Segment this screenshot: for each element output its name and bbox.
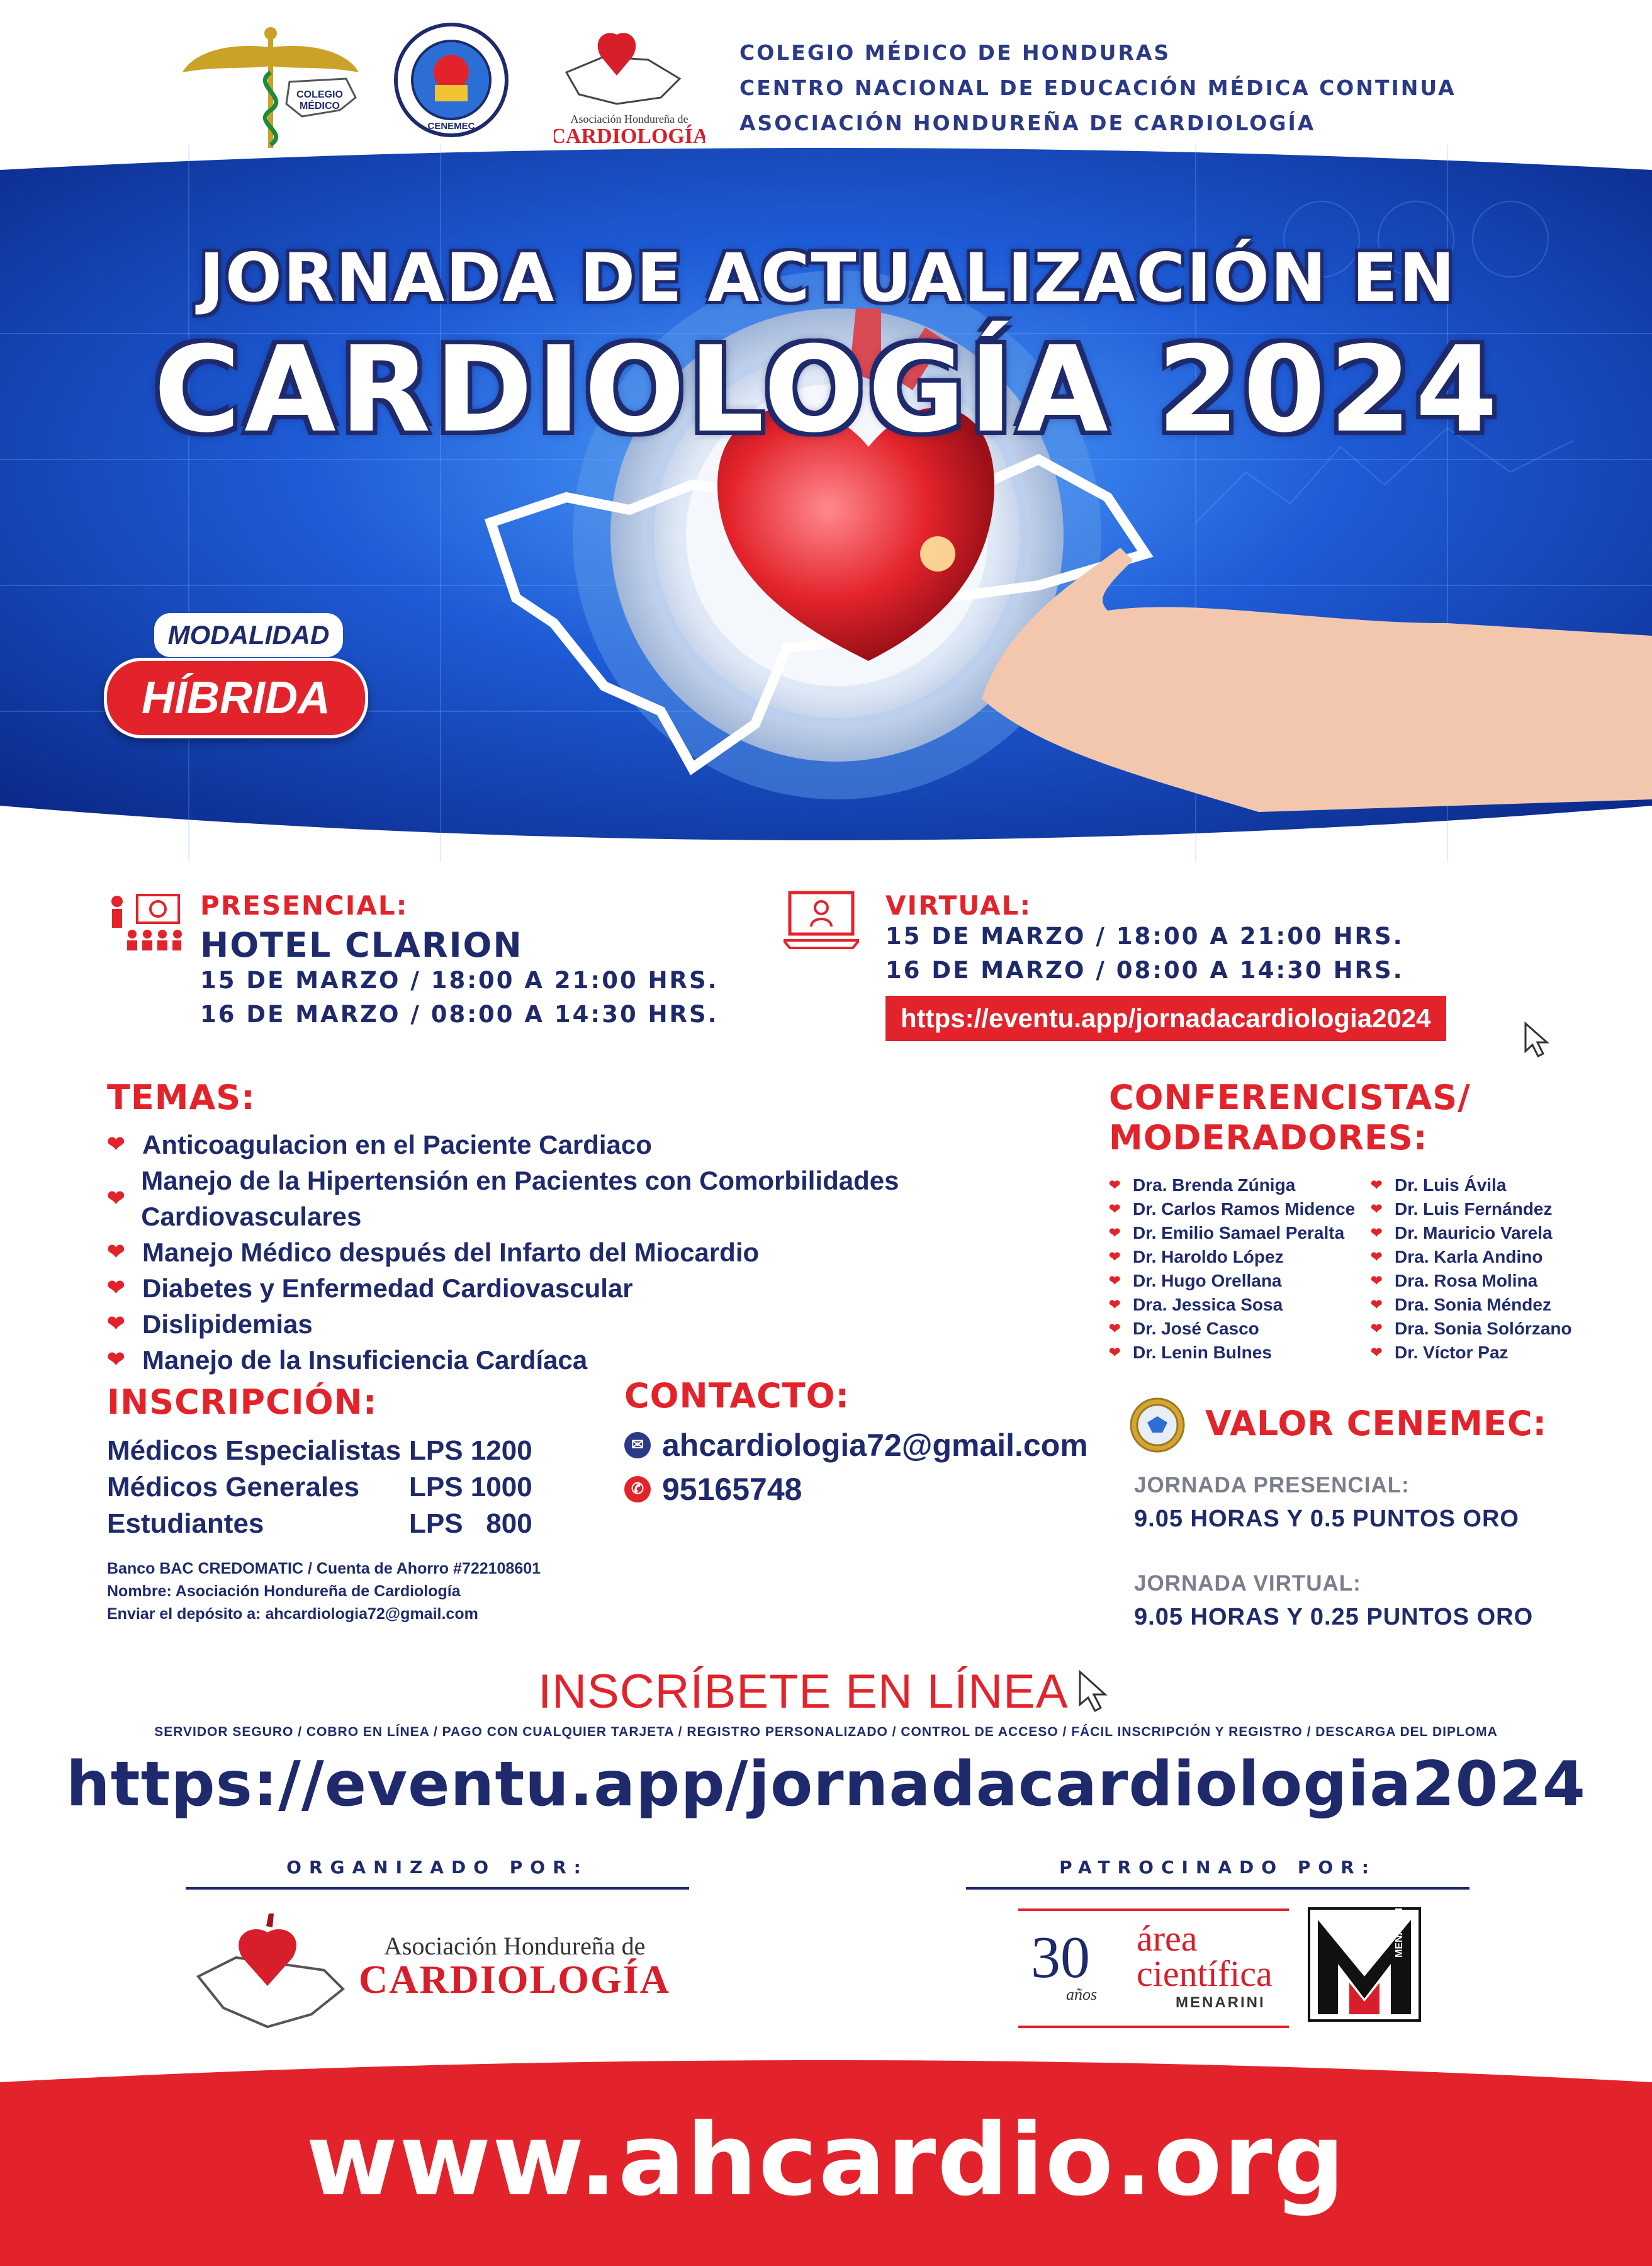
table-row [107,1469,548,1506]
heart-icon: ❤ [1109,1249,1121,1265]
list-item [1371,1197,1635,1221]
svg-text:CARDIOLOGÍA: CARDIOLOGÍA [554,125,705,148]
list-item [1371,1221,1635,1245]
speaker-name: Dra. Brenda Zúniga [1133,1175,1296,1195]
svg-text:COLEGIO: COLEGIO [296,89,343,100]
bank-info [107,1557,623,1625]
heart-icon: ❤ [1371,1225,1383,1241]
presencial-icon [107,893,183,952]
list-item [1371,1341,1635,1365]
cmh-logo-text: MÉDICO [300,101,340,111]
org-line-1: COLEGIO MÉDICO DE HONDURAS [739,40,1171,65]
cenemec-virtual-value: 9.05 HORAS Y 0.25 PUNTOS ORO [1134,1604,1534,1630]
speaker-name: Dra. Jessica Sosa [1133,1295,1283,1314]
heart-icon: ❤ [107,1348,125,1372]
cursor-icon [1523,1021,1552,1057]
cenemec-presencial-label: JORNADA PRESENCIAL: [1134,1473,1410,1497]
website-link[interactable]: www.ahcardio.org [306,2102,1346,2218]
list-item [1109,1341,1373,1365]
list-item [1371,1317,1635,1341]
topic-text: Diabetes y Enfermedad Cardiovascular [142,1273,633,1303]
organizado-label: ORGANIZADO POR: [286,1857,588,1878]
speaker-name: Dra. Sonia Méndez [1395,1295,1551,1314]
speakers-col-1 [1109,1173,1373,1365]
topic-text: Manejo de la Hipertensión en Pacientes con Comorbilidades Cardiovasculares [141,1166,899,1231]
email-text: ahcardiologia72@gmail.com [662,1428,1088,1463]
list-item [1109,1221,1373,1245]
event-title-line2: CARDIOLOGÍA 2024 [154,321,1502,459]
virtual-url-button[interactable]: https://eventu.app/jornadacardiologia2024 [885,996,1446,1041]
list-item [1371,1269,1635,1293]
speaker-name: Dr. Luis Fernández [1395,1199,1553,1219]
event-title-line1: JORNADA DE ACTUALIZACIÓN EN [199,239,1456,317]
heart-icon: ❤ [1371,1201,1383,1217]
online-features: SERVIDOR SEGURO / COBRO EN LÍNEA / PAGO CON CUALQUIER TARJETA / REGISTRO PERSONALIZADO / CONTROL DE ACCESO / FÁCIL INSCRIPCIÓN Y REGISTRO / DESCARGA DEL DIPLOMA [154,1725,1498,1739]
sponsor-name-2: científica [1137,1953,1273,1994]
speaker-name: Dr. Víctor Paz [1395,1343,1509,1362]
cenemec-presencial-value: 9.05 HORAS Y 0.5 PUNTOS ORO [1134,1506,1519,1532]
sponsor-name-1: área [1137,1918,1198,1959]
list-item [107,1127,1095,1163]
list-item [1371,1293,1635,1317]
speakers-col-2 [1371,1173,1635,1365]
price-label: Médicos Generales [107,1472,360,1502]
speaker-name: Dra. Karla Andino [1395,1247,1543,1266]
heart-icon: ❤ [107,1276,125,1300]
cenemec-logo [393,22,510,138]
heart-icon: ❤ [107,1240,125,1264]
topic-text: Manejo Médico después del Infarto del Miocardio [142,1237,760,1267]
modalidad-label: MODALIDAD [154,613,343,657]
speaker-name: Dr. Lenin Bulnes [1133,1343,1272,1362]
sponsor-years: 30 [1031,1925,1090,1990]
header [0,0,1652,148]
sponsor-anos: años [1066,1985,1098,2004]
contacto-title: CONTACTO: [624,1376,850,1416]
modalidad-badge: HÍBRIDA [104,658,368,738]
sponsor-name-3: MENARINI [1176,1994,1266,2011]
virtual-label: VIRTUAL: [885,890,1032,921]
cenemec-virtual-label: JORNADA VIRTUAL: [1134,1571,1361,1596]
speaker-name: Dr. Hugo Orellana [1133,1271,1282,1290]
menarini-logo [1308,1907,1421,2022]
virtual-date-2: 16 DE MARZO / 08:00 A 14:30 HRS. [885,957,1404,984]
list-item [1109,1293,1373,1317]
cursor-icon-2 [1077,1669,1113,1713]
conferencistas-title-1: CONFERENCISTAS/ [1109,1078,1471,1117]
list-item [107,1270,1095,1306]
list-item [107,1342,1095,1378]
list-item [107,1306,1095,1342]
heart-icon: ❤ [107,1186,125,1210]
speaker-name: Dra. Rosa Molina [1395,1271,1538,1290]
colegio-medico-logo [176,22,365,154]
gold-coin-icon [1130,1397,1185,1453]
organizer-name-big: CARDIOLOGÍA [359,1957,670,2002]
contact-phone[interactable] [624,1469,802,1509]
svg-text:MENARINI: MENARINI [1394,1907,1405,1958]
heart-icon: ❤ [1109,1177,1121,1193]
sponsor-logo-area-cientifica [1018,1908,1289,2028]
footer-bar [0,2057,1652,2266]
phone-text: 95165748 [662,1472,802,1507]
heart-icon: ❤ [1109,1273,1121,1288]
virtual-date-1: 15 DE MARZO / 18:00 A 21:00 HRS. [885,923,1404,950]
speaker-name: Dr. José Casco [1133,1319,1259,1338]
speaker-name: Dr. Haroldo López [1133,1247,1284,1266]
list-item [1109,1317,1373,1341]
list-item [1109,1197,1373,1221]
heart-icon: ❤ [1109,1225,1121,1241]
heart-icon: ❤ [1371,1344,1383,1360]
bank-line: Enviar el depósito a: ahcardiologia72@gmail.com [107,1605,478,1623]
online-title: INSCRÍBETE EN LÍNEA [538,1665,1069,1718]
svg-text:CENEMEC: CENEMEC [427,121,475,132]
list-item [107,1234,1095,1270]
list-item [1109,1173,1373,1197]
speaker-name: Dr. Luis Ávila [1395,1175,1507,1195]
heart-icon: ❤ [1371,1273,1383,1288]
heart-icon: ❤ [1109,1344,1121,1360]
heart-icon: ❤ [1109,1321,1121,1336]
topic-text: Manejo de la Insuficiencia Cardíaca [142,1345,588,1375]
list-item [1371,1245,1635,1269]
org-line-3: ASOCIACIÓN HONDUREÑA DE CARDIOLOGÍA [739,111,1316,135]
list-item [1371,1173,1635,1197]
heart-icon: ❤ [1109,1297,1121,1312]
heart-icon: ❤ [1371,1177,1383,1193]
price-value: LPS 1200 [409,1435,532,1466]
heart-icon: ❤ [1109,1201,1121,1217]
org-line-2: CENTRO NACIONAL DE EDUCACIÓN MÉDICA CONTINUA [739,76,1456,100]
hero-banner [0,145,1652,862]
organizer-name-small: Asociación Hondureña de [384,1932,646,1960]
virtual-icon [784,889,859,952]
patrocinado-label: PATROCINADO POR: [1059,1857,1376,1878]
price-label: Estudiantes [107,1508,264,1539]
ahc-header-logo [554,22,705,148]
presencial-venue: HOTEL CLARION [200,925,523,965]
presencial-label: PRESENCIAL: [200,890,408,921]
price-value: LPS 800 [409,1508,532,1539]
table-row [107,1506,548,1542]
inscripcion-title: INSCRIPCIÓN: [107,1382,378,1422]
contact-email[interactable] [624,1425,1088,1465]
list-item [1109,1269,1373,1293]
topic-text: Anticoagulacion en el Paciente Cardiaco [142,1130,652,1159]
conferencistas-title-2: MODERADORES: [1109,1118,1428,1158]
mail-icon: ✉ [624,1432,651,1458]
presencial-date-2: 16 DE MARZO / 08:00 A 14:30 HRS. [200,1001,719,1028]
speaker-name: Dr. Emilio Samael Peralta [1133,1223,1345,1243]
heart-icon: ❤ [107,1132,125,1156]
online-url[interactable]: https://eventu.app/jornadacardiologia2024 [66,1749,1586,1820]
heart-icon: ❤ [107,1312,125,1336]
temas-list [107,1127,1095,1378]
heart-icon: ❤ [1371,1249,1383,1265]
price-table [107,1433,548,1542]
svg-text:Asociación Hondureña de: Asociación Hondureña de [570,113,688,125]
topic-text: Dislipidemias [142,1309,313,1339]
speaker-name: Dr. Mauricio Varela [1395,1223,1553,1243]
price-label: Médicos Especialistas [107,1435,402,1466]
price-value: LPS 1000 [409,1472,532,1502]
bank-line: Banco BAC CREDOMATIC / Cuenta de Ahorro #722108601 [107,1560,541,1577]
divider [966,1887,1469,1890]
divider [186,1887,689,1890]
heart-icon: ❤ [1371,1297,1383,1312]
cenemec-title: VALOR CENEMEC: [1205,1404,1548,1443]
list-item [1109,1245,1373,1269]
bank-line: Nombre: Asociación Hondureña de Cardiología [107,1582,461,1600]
speaker-name: Dra. Sonia Solórzano [1395,1319,1572,1338]
phone-icon: ✆ [624,1476,651,1502]
presencial-date-1: 15 DE MARZO / 18:00 A 21:00 HRS. [200,967,719,994]
speaker-name: Dr. Carlos Ramos Midence [1133,1199,1356,1219]
heart-icon: ❤ [1371,1321,1383,1336]
list-item [107,1163,1095,1234]
temas-title: TEMAS: [107,1078,256,1117]
table-row [107,1433,548,1469]
